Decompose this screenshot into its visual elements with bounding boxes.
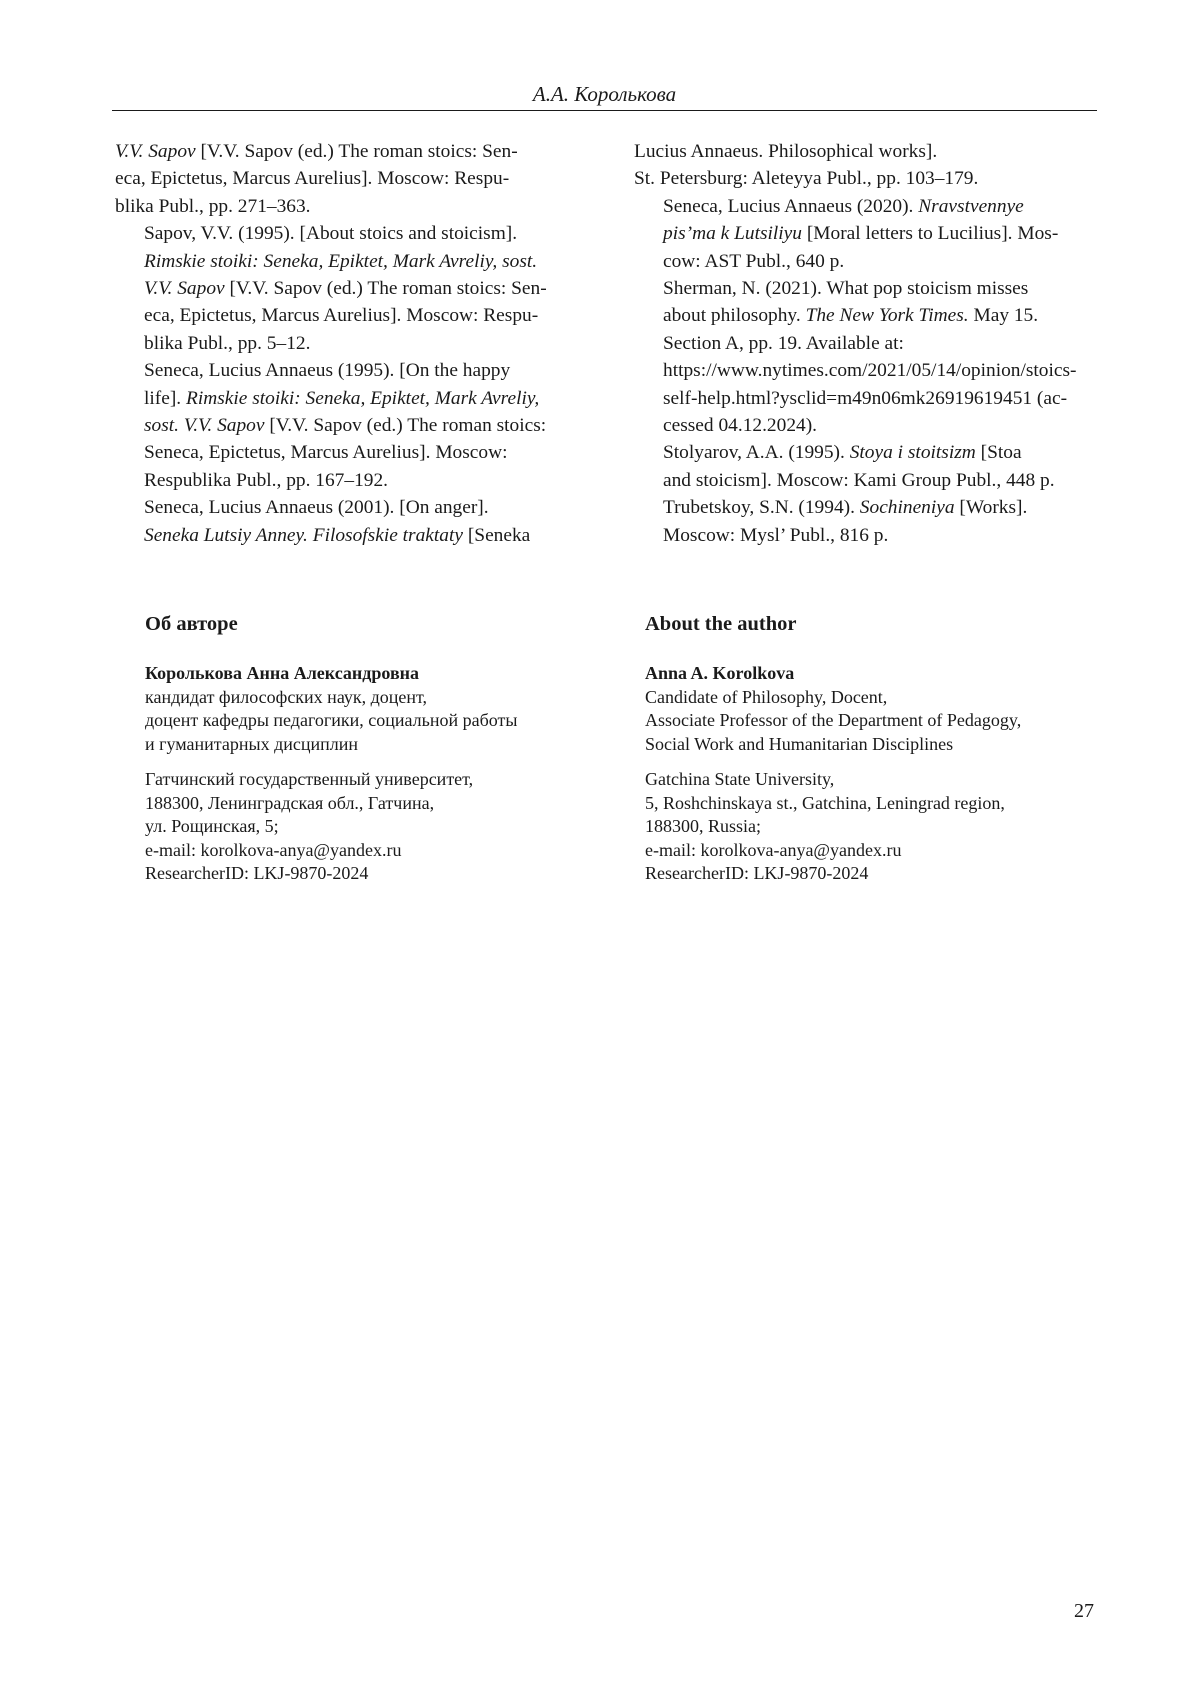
author-position-line: кандидат философских наук, доцент, [145, 686, 428, 707]
reference-line [634, 385, 1094, 412]
author-researcher-id: ResearcherID: LKJ-9870-2024 [145, 863, 369, 883]
reference-text: cow: AST Publ., 640 p. [663, 250, 845, 272]
reference-text: [V.V. Sapov (ed.) The roman stoics: Sen- [224, 278, 547, 300]
author-email[interactable]: e-mail: korolkova-anya@yandex.ru [145, 839, 402, 860]
reference-title-text: Rimskie stoiki: Seneka, Epiktet, Mark Avreliy, sost. [144, 250, 538, 272]
page-number: 27 [1074, 1600, 1094, 1622]
reference-title-text: Sochineniya [859, 497, 955, 519]
reference-entry [634, 193, 1094, 275]
reference-text: Moscow: Mysl’ Publ., 816 p. [663, 524, 889, 546]
author-position-line: Social Work and Humanitarian Disciplines [645, 733, 954, 754]
reference-line [634, 193, 1094, 220]
reference-text: eca, Epictetus, Marcus Aurelius]. Moscow: Respu- [144, 305, 539, 327]
reference-text: and stoicism]. Moscow: Kami Group Publ., 448 p. [663, 469, 1055, 491]
references-right-column [634, 138, 1094, 549]
reference-text: [Moral letters to Lucilius]. Mos- [801, 223, 1059, 245]
reference-line [634, 412, 1094, 439]
reference-line [115, 275, 570, 302]
reference-title-text: V.V. Sapov [144, 278, 225, 300]
reference-entry [634, 138, 1094, 193]
reference-line [115, 193, 570, 220]
author-affiliation-line: ул. Рощинская, 5; [145, 816, 279, 836]
author-position-line: доцент кафедры педагогики, социальной работы [145, 710, 518, 730]
reference-title-text: Rimskie stoiki: Seneka, Epiktet, Mark Avreliy, [186, 387, 540, 409]
reference-text: [V.V. Sapov (ed.) The roman stoics: Sen- [195, 141, 518, 162]
reference-entry [634, 439, 1094, 494]
reference-text: Seneca, Lucius Annaeus (2020). [663, 195, 919, 217]
author-name-russian: Королькова Анна Александровна [145, 663, 420, 683]
reference-text: May 15. [968, 305, 1039, 327]
reference-line [634, 494, 1094, 521]
reference-text: Seneca, Epictetus, Marcus Aurelius]. Moscow: [144, 442, 508, 464]
reference-line [115, 467, 570, 494]
reference-line [634, 165, 1094, 192]
reference-line [115, 385, 570, 412]
reference-text: Section A, pp. 19. Available at: [663, 332, 904, 354]
reference-line [634, 138, 1094, 165]
reference-line [634, 522, 1094, 549]
reference-text: life]. [144, 387, 186, 409]
reference-text: Trubetskoy, S.N. (1994). [663, 497, 860, 519]
author-affiliation-line: 188300, Ленинградская обл., Гатчина, [145, 792, 435, 813]
reference-text: Seneca, Lucius Annaeus (1995). [On the happy [144, 360, 511, 382]
reference-entry [115, 357, 570, 494]
reference-text: cessed 04.12.2024). [663, 415, 818, 437]
reference-text: Respublika Publ., pp. 167–192. [144, 469, 389, 491]
reference-text: [Seneka [462, 524, 531, 546]
reference-title-text: sost. V.V. Sapov [144, 415, 265, 437]
reference-line [115, 330, 570, 357]
author-info-english [645, 610, 1105, 898]
reference-text: blika Publ., pp. 5–12. [144, 332, 311, 354]
author-affiliation-line: 5, Roshchinskaya st., Gatchina, Leningrad region, [645, 792, 1005, 813]
reference-text: [V.V. Sapov (ed.) The roman stoics: [264, 415, 547, 437]
reference-line [634, 275, 1094, 302]
author-heading-russian: Об авторе [145, 613, 238, 635]
reference-line [634, 357, 1094, 384]
reference-text: self-help.html?ysclid=m49n06mk26919619451 (ac- [663, 387, 1068, 409]
reference-text: about philosophy. [663, 305, 806, 327]
author-heading-english: About the author [645, 613, 797, 635]
author-name-english: Anna A. Korolkova [645, 663, 795, 683]
reference-title-text: The New York Times. [805, 305, 969, 327]
reference-entry [115, 494, 570, 549]
reference-text: Stolyarov, A.A. (1995). [663, 442, 850, 464]
reference-title-text: Seneka Lutsiy Anney. Filosofskie traktaty [144, 524, 463, 546]
author-position-block-russian [145, 662, 585, 756]
author-researcher-id: ResearcherID: LKJ-9870-2024 [645, 863, 869, 883]
reference-text: [Stoa [975, 442, 1022, 464]
reference-line [115, 248, 570, 275]
reference-line [634, 302, 1094, 329]
header-rule [112, 110, 1097, 111]
reference-title-text: Nravstvennye [918, 195, 1024, 217]
reference-line [634, 330, 1094, 357]
reference-text: eca, Epictetus, Marcus Aurelius]. Moscow: Respu- [115, 168, 510, 190]
reference-line [115, 439, 570, 466]
reference-title-text: pis’ma k Lutsiliyu [663, 223, 802, 245]
reference-title-text: Stoya i stoitsizm [849, 442, 976, 464]
reference-line [115, 302, 570, 329]
author-position-line: Associate Professor of the Department of Pedagogy, [645, 710, 1022, 730]
running-head: А.А. Королькова [532, 82, 677, 106]
reference-line [115, 412, 570, 439]
author-affiliation-line: 188300, Russia; [645, 816, 762, 836]
author-affiliation-line: Gatchina State University, [645, 769, 835, 789]
reference-line [634, 220, 1094, 247]
reference-entry [115, 220, 570, 357]
author-position-block-english [645, 662, 1105, 756]
reference-line [115, 165, 570, 192]
reference-text: St. Petersburg: Aleteyya Publ., pp. 103–179. [634, 168, 979, 190]
reference-text: Sapov, V.V. (1995). [About stoics and stoicism]. [144, 223, 518, 245]
reference-line [634, 439, 1094, 466]
reference-title-text: V.V. Sapov [115, 141, 196, 162]
reference-text: [Works]. [954, 497, 1028, 519]
reference-line [634, 467, 1094, 494]
author-info-russian [145, 610, 585, 898]
author-position-line: Candidate of Philosophy, Docent, [645, 686, 888, 707]
reference-line [115, 220, 570, 247]
author-affiliation-block-english [645, 768, 1105, 886]
author-position-line: и гуманитарных дисциплин [145, 733, 359, 754]
author-email[interactable]: e-mail: korolkova-anya@yandex.ru [645, 839, 902, 860]
reference-text: Seneca, Lucius Annaeus (2001). [On anger]. [144, 497, 489, 519]
reference-line [115, 494, 570, 521]
references-left-column [115, 138, 570, 549]
reference-entry [634, 494, 1094, 549]
reference-text: blika Publ., pp. 271–363. [115, 195, 311, 217]
reference-text: https://www.nytimes.com/2021/05/14/opinion/stoics- [663, 360, 1077, 382]
reference-line [634, 248, 1094, 275]
reference-text: Lucius Annaeus. Philosophical works]. [634, 141, 938, 162]
reference-text: Sherman, N. (2021). What pop stoicism misses [663, 278, 1029, 300]
author-affiliation-line: Гатчинский государственный университет, [145, 769, 474, 789]
reference-entry [115, 138, 570, 220]
reference-entry [634, 275, 1094, 439]
reference-line [115, 522, 570, 549]
reference-line [115, 138, 570, 165]
author-affiliation-block-russian [145, 768, 585, 886]
reference-line [115, 357, 570, 384]
